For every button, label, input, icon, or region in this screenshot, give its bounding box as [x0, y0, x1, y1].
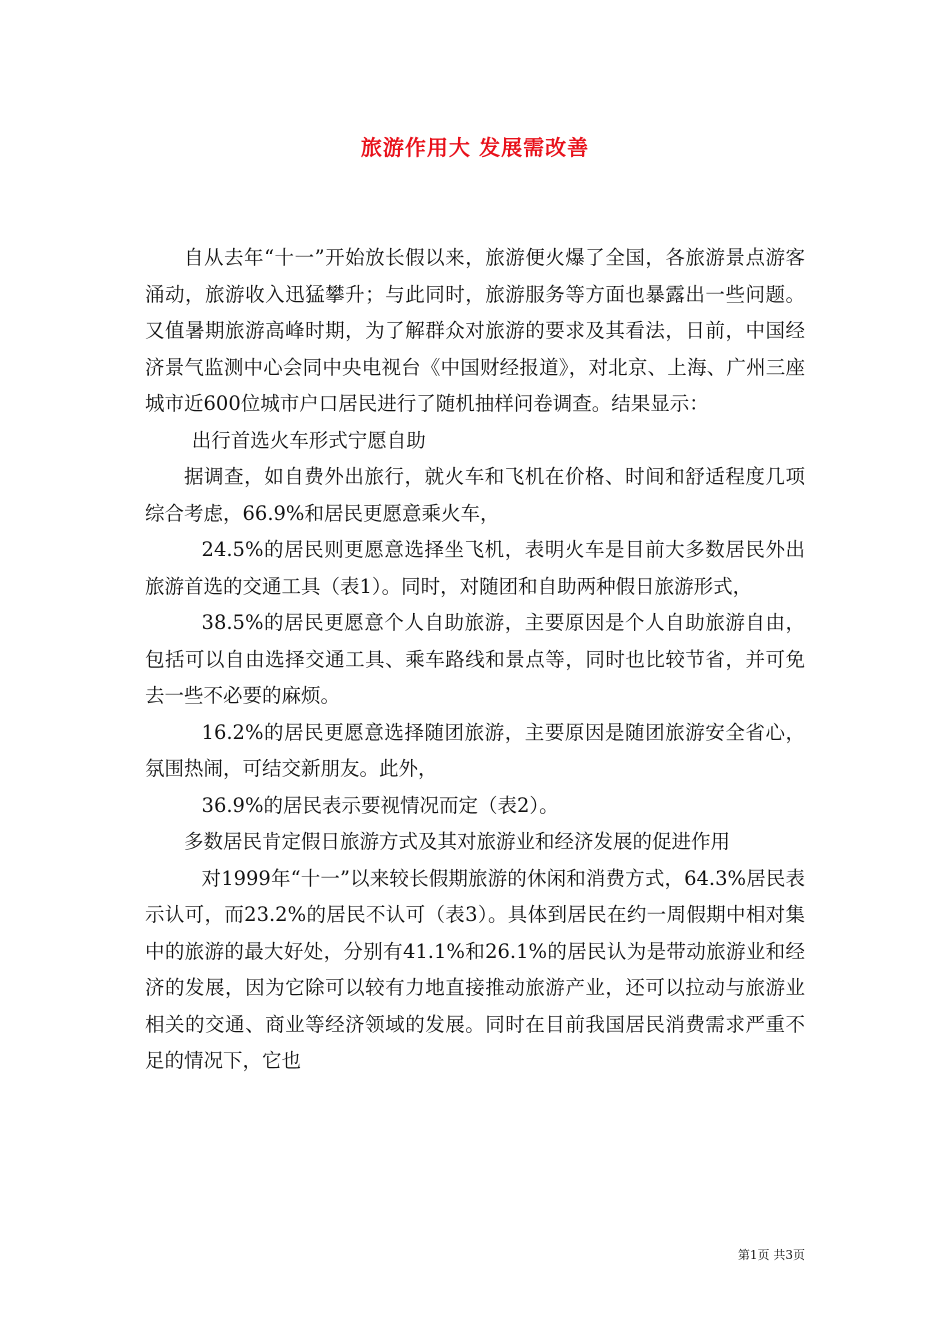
paragraph-train-preference: 据调查，如自费外出旅行，就火车和飞机在价格、时间和舒适程度几项综合考虑，66.9%和居民更愿意乘火车，	[145, 465, 805, 525]
paragraph-group-tour: 16.2%的居民更愿意选择随团旅游，主要原因是随团旅游安全省心，氛围热闹，可结交新朋友。此外，	[145, 720, 805, 780]
document-body	[145, 240, 805, 1080]
section-heading-travel-mode: 出行首选火车形式宁愿自助	[191, 428, 426, 452]
document-title: 旅游作用大 发展需改善	[360, 135, 590, 160]
section-heading-holiday-impact: 多数居民肯定假日旅游方式及其对旅游业和经济发展的促进作用	[184, 830, 731, 853]
page-label: 第1页 共3页	[737, 1248, 805, 1262]
paragraph-holiday-approval: 对1999年“十一”以来较长假期旅游的休闲和消费方式，64.3%居民表示认可，而23.2%的居民不认可（表3）。具体到居民在约一周假期中相对集中的旅游的最大好处，分别有41.1%和26.1%的居民认为是带动旅游业和经济的发展，因为它除可以较有力地直接推动旅游产业，还可以拉动与旅游业相关的交通、商业等经济领域的发展。同时在目前我国居民消费需求严重不足的情况下，它也	[145, 866, 805, 1072]
page-number-footer	[738, 1246, 805, 1263]
paragraph-plane-preference: 24.5%的居民则更愿意选择坐飞机，表明火车是目前大多数居民外出旅游首选的交通工具（表1）。同时，对随团和自助两种假日旅游形式，	[145, 538, 805, 598]
paragraph-depends: 36.9%的居民表示要视情况而定（表2）。	[201, 793, 559, 817]
paragraph-self-guided: 38.5%的居民更愿意个人自助旅游，主要原因是个人自助旅游自由，包括可以自由选择交通工具、乘车路线和景点等，同时也比较节省，并可免去一些不必要的麻烦。	[145, 611, 805, 707]
paragraph-intro: 自从去年“十一”开始放长假以来，旅游便火爆了全国，各旅游景点游客涌动，旅游收入迅猛攀升；与此同时，旅游服务等方面也暴露出一些问题。又值暑期旅游高峰时期，为了解群众对旅游的要求及其看法，日前，中国经济景气监测中心会同中央电视台《中国财经报道》，对北京、上海、广州三座城市近600位城市户口居民进行了随机抽样问卷调查。结果显示：	[145, 246, 805, 415]
